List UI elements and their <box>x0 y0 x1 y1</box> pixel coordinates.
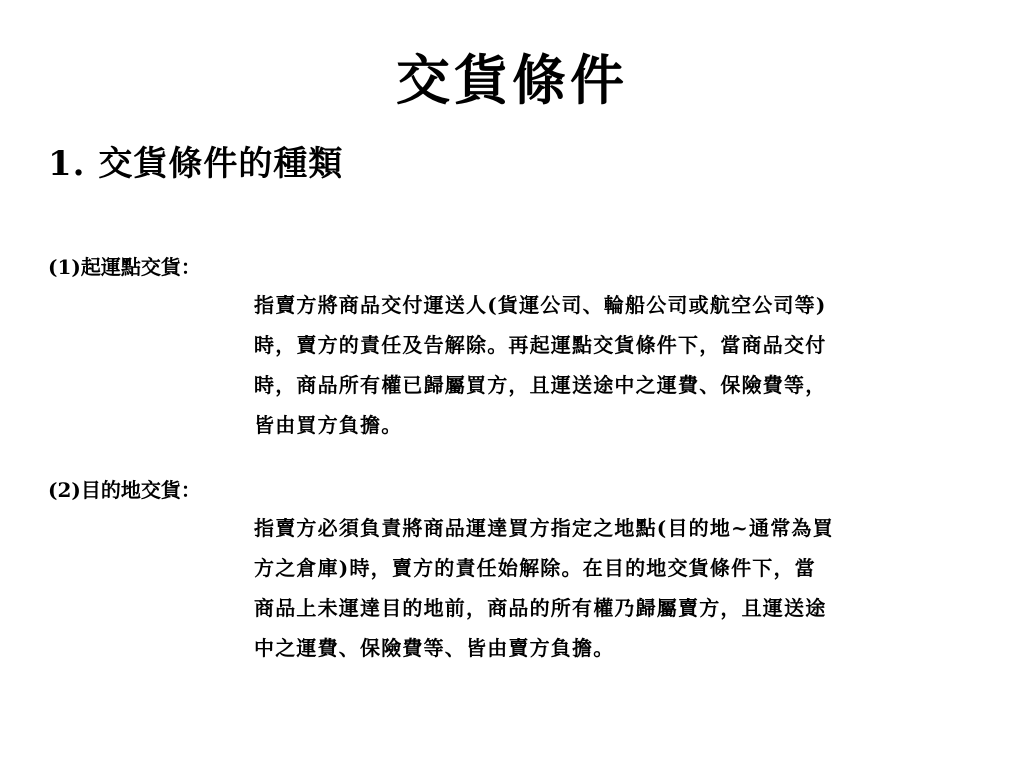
item-body-origin-delivery <box>254 285 954 445</box>
body-line: 時，賣方的責任及告解除。再起運點交貨條件下，當商品交付 <box>254 333 827 357</box>
slide-title: 交貨條件 <box>396 48 628 112</box>
item-label-destination-delivery: (2)目的地交貨： <box>48 478 201 502</box>
body-line: 商品上未運達目的地前，商品的所有權乃歸屬賣方，且運送途 <box>254 596 827 620</box>
body-line: 指賣方將商品交付運送人(貨運公司、輪船公司或航空公司等) <box>254 293 827 317</box>
body-line: 中之運費、保險費等、皆由賣方負擔。 <box>254 636 615 660</box>
body-line: 皆由買方負擔。 <box>254 413 403 437</box>
item-label-origin-delivery: (1)起運點交貨： <box>48 255 201 279</box>
item-body-destination-delivery <box>254 508 954 668</box>
body-line: 指賣方必須負責將商品運達買方指定之地點(目的地~通常為買 <box>254 516 834 540</box>
section-heading: 1. 交貨條件的種類 <box>48 144 344 184</box>
body-line: 方之倉庫)時，賣方的責任始解除。在目的地交貨條件下，當 <box>254 556 816 580</box>
body-line: 時，商品所有權已歸屬買方，且運送途中之運費、保險費等， <box>254 373 827 397</box>
